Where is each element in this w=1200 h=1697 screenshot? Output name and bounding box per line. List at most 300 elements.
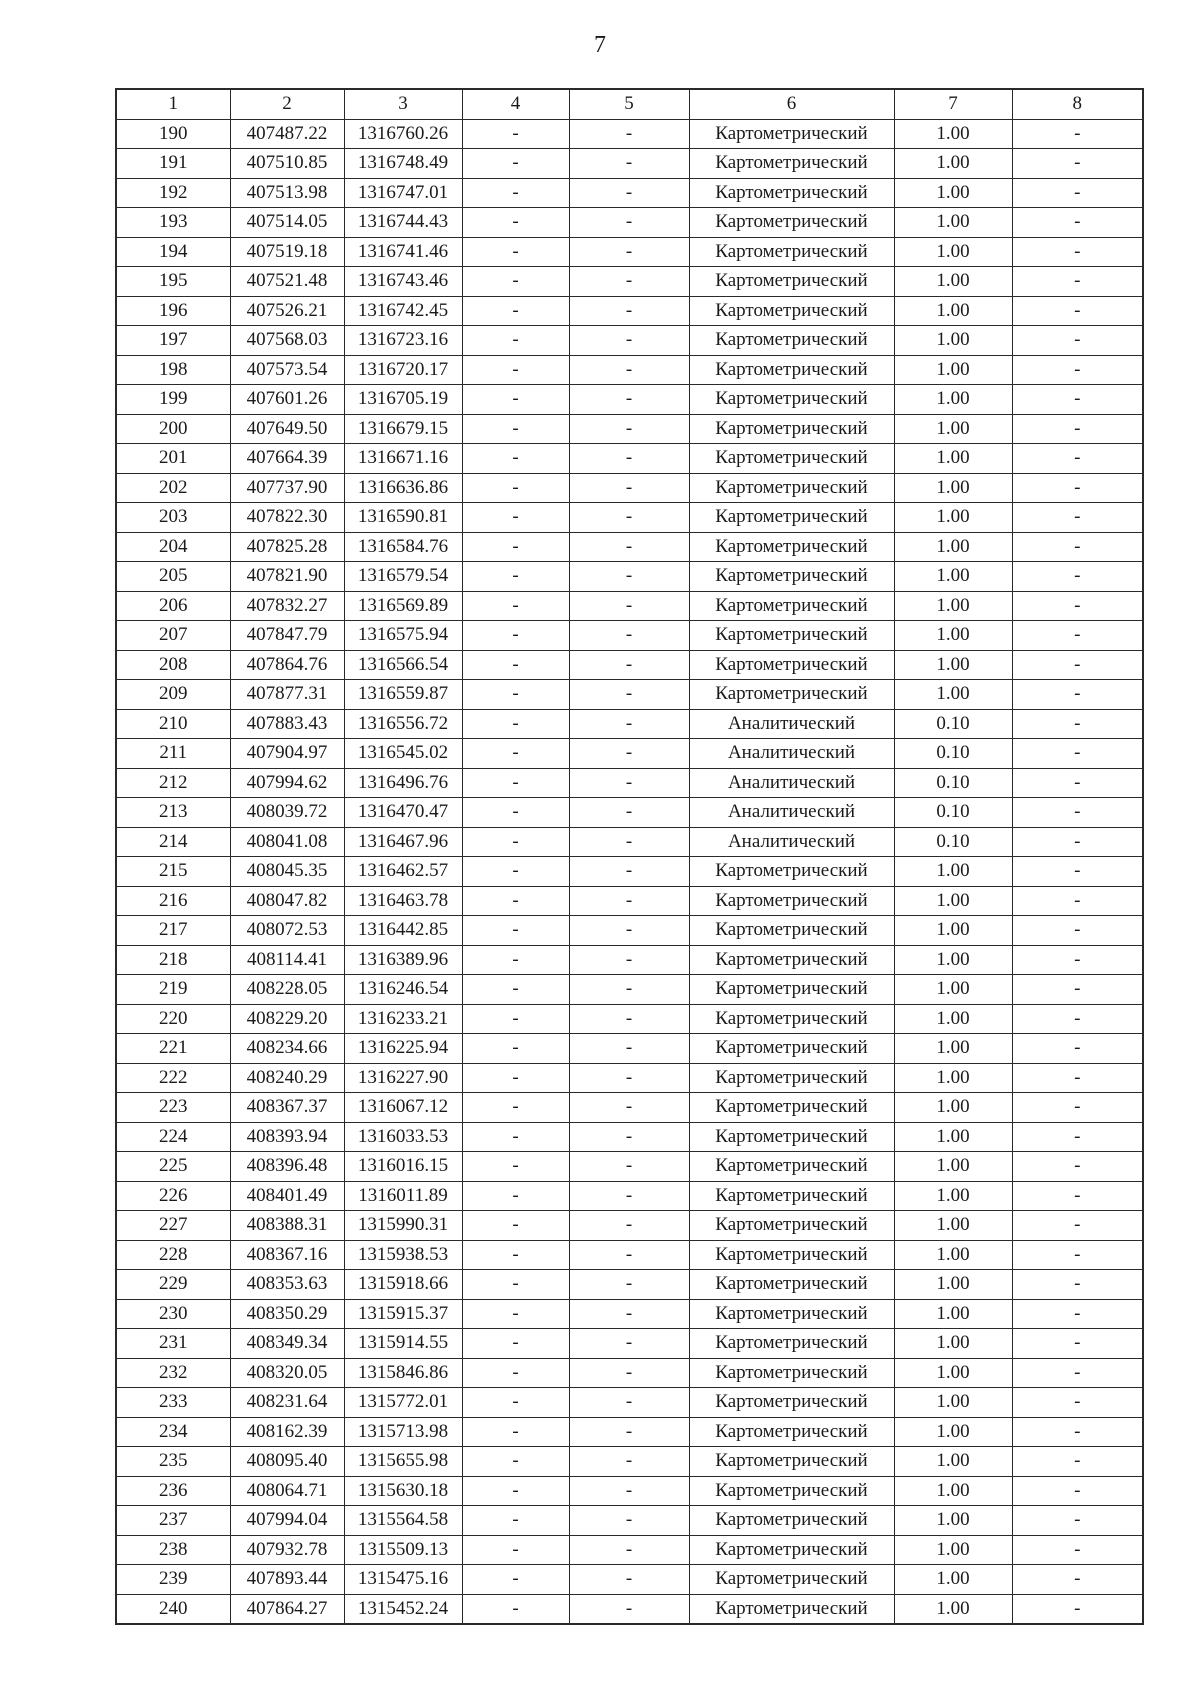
- cell-col-8: -: [1012, 916, 1143, 946]
- cell-accuracy: 1.00: [894, 1447, 1012, 1477]
- cell-col-5: -: [569, 1034, 689, 1064]
- cell-accuracy: 1.00: [894, 1063, 1012, 1093]
- cell-method: Картометрический: [689, 621, 894, 651]
- cell-accuracy: 1.00: [894, 178, 1012, 208]
- cell-col-4: -: [462, 326, 569, 356]
- table-row: [116, 473, 1143, 503]
- table-row: [116, 739, 1143, 769]
- cell-accuracy: 1.00: [894, 1004, 1012, 1034]
- cell-point-number: 240: [116, 1594, 230, 1624]
- table-row: [116, 414, 1143, 444]
- cell-coord-x: 408234.66: [230, 1034, 344, 1064]
- cell-point-number: 205: [116, 562, 230, 592]
- cell-method: Аналитический: [689, 709, 894, 739]
- cell-accuracy: 1.00: [894, 503, 1012, 533]
- cell-method: Картометрический: [689, 1565, 894, 1595]
- cell-point-number: 235: [116, 1447, 230, 1477]
- table-body: [116, 119, 1143, 1624]
- cell-point-number: 201: [116, 444, 230, 474]
- cell-method: Картометрический: [689, 503, 894, 533]
- cell-accuracy: 1.00: [894, 680, 1012, 710]
- cell-method: Картометрический: [689, 916, 894, 946]
- cell-col-5: -: [569, 709, 689, 739]
- cell-col-4: -: [462, 1535, 569, 1565]
- cell-col-8: -: [1012, 798, 1143, 828]
- cell-accuracy: 1.00: [894, 1152, 1012, 1182]
- cell-col-8: -: [1012, 473, 1143, 503]
- cell-method: Картометрический: [689, 1594, 894, 1624]
- cell-col-4: -: [462, 621, 569, 651]
- cell-col-4: -: [462, 591, 569, 621]
- cell-coord-x: 407847.79: [230, 621, 344, 651]
- cell-col-8: -: [1012, 621, 1143, 651]
- cell-coord-y: 1316442.85: [344, 916, 462, 946]
- cell-col-5: -: [569, 1329, 689, 1359]
- table-row: [116, 444, 1143, 474]
- cell-col-8: -: [1012, 119, 1143, 149]
- cell-method: Картометрический: [689, 680, 894, 710]
- table-row: [116, 621, 1143, 651]
- cell-col-8: -: [1012, 1270, 1143, 1300]
- cell-col-4: -: [462, 680, 569, 710]
- cell-accuracy: 1.00: [894, 857, 1012, 887]
- cell-point-number: 207: [116, 621, 230, 651]
- cell-coord-x: 407487.22: [230, 119, 344, 149]
- cell-accuracy: 1.00: [894, 1270, 1012, 1300]
- header-cell: 1: [116, 89, 230, 119]
- cell-col-4: -: [462, 444, 569, 474]
- cell-coord-x: 407649.50: [230, 414, 344, 444]
- table-row: [116, 326, 1143, 356]
- cell-point-number: 199: [116, 385, 230, 415]
- cell-coord-x: 408240.29: [230, 1063, 344, 1093]
- cell-method: Картометрический: [689, 1093, 894, 1123]
- cell-point-number: 227: [116, 1211, 230, 1241]
- cell-col-8: -: [1012, 1535, 1143, 1565]
- cell-coord-y: 1316545.02: [344, 739, 462, 769]
- cell-method: Картометрический: [689, 237, 894, 267]
- cell-col-4: -: [462, 709, 569, 739]
- table-row: [116, 975, 1143, 1005]
- cell-method: Картометрический: [689, 444, 894, 474]
- cell-coord-y: 1316556.72: [344, 709, 462, 739]
- cell-col-5: -: [569, 1093, 689, 1123]
- cell-col-4: -: [462, 119, 569, 149]
- cell-col-4: -: [462, 827, 569, 857]
- cell-accuracy: 1.00: [894, 326, 1012, 356]
- cell-col-8: -: [1012, 650, 1143, 680]
- cell-accuracy: 1.00: [894, 1122, 1012, 1152]
- cell-point-number: 228: [116, 1240, 230, 1270]
- cell-coord-y: 1316742.45: [344, 296, 462, 326]
- header-cell: 8: [1012, 89, 1143, 119]
- cell-col-8: -: [1012, 1417, 1143, 1447]
- cell-point-number: 196: [116, 296, 230, 326]
- cell-coord-y: 1316741.46: [344, 237, 462, 267]
- table-row: [116, 827, 1143, 857]
- table-row: [116, 680, 1143, 710]
- cell-coord-y: 1316636.86: [344, 473, 462, 503]
- cell-point-number: 224: [116, 1122, 230, 1152]
- cell-point-number: 198: [116, 355, 230, 385]
- cell-coord-x: 408041.08: [230, 827, 344, 857]
- cell-point-number: 195: [116, 267, 230, 297]
- cell-col-8: -: [1012, 237, 1143, 267]
- cell-col-8: -: [1012, 1211, 1143, 1241]
- cell-coord-x: 407893.44: [230, 1565, 344, 1595]
- cell-col-5: -: [569, 857, 689, 887]
- cell-col-5: -: [569, 1240, 689, 1270]
- cell-method: Картометрический: [689, 267, 894, 297]
- cell-col-8: -: [1012, 1388, 1143, 1418]
- table-row: [116, 296, 1143, 326]
- cell-accuracy: 1.00: [894, 621, 1012, 651]
- cell-col-5: -: [569, 1535, 689, 1565]
- cell-point-number: 193: [116, 208, 230, 238]
- cell-accuracy: 0.10: [894, 709, 1012, 739]
- cell-coord-x: 408039.72: [230, 798, 344, 828]
- cell-coord-x: 407822.30: [230, 503, 344, 533]
- table-row: [116, 1358, 1143, 1388]
- header-cell: 5: [569, 89, 689, 119]
- cell-point-number: 232: [116, 1358, 230, 1388]
- cell-coord-x: 408367.37: [230, 1093, 344, 1123]
- cell-coord-y: 1316463.78: [344, 886, 462, 916]
- table-row: [116, 149, 1143, 179]
- cell-coord-x: 407994.62: [230, 768, 344, 798]
- cell-accuracy: 1.00: [894, 650, 1012, 680]
- cell-point-number: 203: [116, 503, 230, 533]
- table-row: [116, 1270, 1143, 1300]
- table-row: [116, 1152, 1143, 1182]
- cell-coord-y: 1316462.57: [344, 857, 462, 887]
- cell-coord-y: 1315990.31: [344, 1211, 462, 1241]
- cell-col-8: -: [1012, 768, 1143, 798]
- cell-coord-y: 1315938.53: [344, 1240, 462, 1270]
- table-row: [116, 562, 1143, 592]
- cell-method: Картометрический: [689, 296, 894, 326]
- cell-method: Картометрический: [689, 1506, 894, 1536]
- cell-coord-y: 1316760.26: [344, 119, 462, 149]
- header-cell: 7: [894, 89, 1012, 119]
- cell-point-number: 225: [116, 1152, 230, 1182]
- cell-col-5: -: [569, 1152, 689, 1182]
- table-row: [116, 1211, 1143, 1241]
- cell-col-8: -: [1012, 503, 1143, 533]
- cell-method: Картометрический: [689, 326, 894, 356]
- cell-coord-x: 407877.31: [230, 680, 344, 710]
- table-row: [116, 1063, 1143, 1093]
- table-row: [116, 709, 1143, 739]
- cell-col-4: -: [462, 798, 569, 828]
- cell-col-4: -: [462, 1063, 569, 1093]
- cell-method: Картометрический: [689, 1476, 894, 1506]
- table-row: [116, 857, 1143, 887]
- cell-col-4: -: [462, 532, 569, 562]
- table-row: [116, 503, 1143, 533]
- table-row: [116, 267, 1143, 297]
- table-row: [116, 1122, 1143, 1152]
- cell-col-5: -: [569, 1565, 689, 1595]
- cell-coord-y: 1316227.90: [344, 1063, 462, 1093]
- cell-coord-x: 407521.48: [230, 267, 344, 297]
- cell-coord-y: 1316584.76: [344, 532, 462, 562]
- cell-coord-x: 408095.40: [230, 1447, 344, 1477]
- cell-col-4: -: [462, 1388, 569, 1418]
- cell-col-8: -: [1012, 1299, 1143, 1329]
- cell-col-8: -: [1012, 326, 1143, 356]
- cell-method: Картометрический: [689, 1211, 894, 1241]
- cell-coord-x: 408353.63: [230, 1270, 344, 1300]
- cell-point-number: 200: [116, 414, 230, 444]
- cell-coord-y: 1316720.17: [344, 355, 462, 385]
- cell-coord-x: 407573.54: [230, 355, 344, 385]
- table-row: [116, 1181, 1143, 1211]
- cell-coord-x: 408064.71: [230, 1476, 344, 1506]
- cell-point-number: 218: [116, 945, 230, 975]
- cell-col-5: -: [569, 326, 689, 356]
- table-row: [116, 1299, 1143, 1329]
- cell-accuracy: 1.00: [894, 1181, 1012, 1211]
- coordinates-table: [115, 88, 1144, 1625]
- cell-accuracy: 1.00: [894, 975, 1012, 1005]
- cell-col-8: -: [1012, 1447, 1143, 1477]
- cell-col-8: -: [1012, 975, 1143, 1005]
- cell-col-4: -: [462, 178, 569, 208]
- cell-col-8: -: [1012, 591, 1143, 621]
- cell-method: Картометрический: [689, 1122, 894, 1152]
- cell-point-number: 194: [116, 237, 230, 267]
- cell-method: Аналитический: [689, 768, 894, 798]
- cell-coord-y: 1315914.55: [344, 1329, 462, 1359]
- cell-coord-y: 1315630.18: [344, 1476, 462, 1506]
- cell-col-4: -: [462, 1211, 569, 1241]
- cell-coord-y: 1316225.94: [344, 1034, 462, 1064]
- cell-coord-x: 407737.90: [230, 473, 344, 503]
- cell-col-8: -: [1012, 857, 1143, 887]
- cell-method: Картометрический: [689, 562, 894, 592]
- cell-col-5: -: [569, 1476, 689, 1506]
- cell-col-5: -: [569, 444, 689, 474]
- cell-col-4: -: [462, 768, 569, 798]
- table-row: [116, 1093, 1143, 1123]
- cell-coord-y: 1316705.19: [344, 385, 462, 415]
- cell-method: Картометрический: [689, 414, 894, 444]
- cell-accuracy: 1.00: [894, 1358, 1012, 1388]
- cell-col-5: -: [569, 1506, 689, 1536]
- table-row: [116, 119, 1143, 149]
- cell-col-4: -: [462, 739, 569, 769]
- cell-point-number: 230: [116, 1299, 230, 1329]
- cell-col-4: -: [462, 1270, 569, 1300]
- cell-coord-x: 408114.41: [230, 945, 344, 975]
- cell-coord-y: 1315915.37: [344, 1299, 462, 1329]
- cell-col-5: -: [569, 680, 689, 710]
- cell-coord-x: 407601.26: [230, 385, 344, 415]
- cell-coord-x: 408047.82: [230, 886, 344, 916]
- cell-accuracy: 1.00: [894, 562, 1012, 592]
- cell-method: Картометрический: [689, 1063, 894, 1093]
- cell-accuracy: 0.10: [894, 827, 1012, 857]
- cell-point-number: 192: [116, 178, 230, 208]
- cell-col-4: -: [462, 1417, 569, 1447]
- cell-method: Аналитический: [689, 739, 894, 769]
- cell-point-number: 212: [116, 768, 230, 798]
- cell-coord-y: 1316747.01: [344, 178, 462, 208]
- cell-accuracy: 1.00: [894, 208, 1012, 238]
- cell-method: Картометрический: [689, 945, 894, 975]
- page-number: 7: [594, 32, 606, 58]
- cell-accuracy: 1.00: [894, 119, 1012, 149]
- cell-point-number: 197: [116, 326, 230, 356]
- table-row: [116, 945, 1143, 975]
- table-row: [116, 1594, 1143, 1624]
- cell-accuracy: 1.00: [894, 1299, 1012, 1329]
- cell-coord-y: 1315475.16: [344, 1565, 462, 1595]
- cell-col-4: -: [462, 562, 569, 592]
- cell-col-4: -: [462, 1476, 569, 1506]
- cell-col-5: -: [569, 945, 689, 975]
- cell-point-number: 229: [116, 1270, 230, 1300]
- cell-accuracy: 1.00: [894, 1329, 1012, 1359]
- cell-col-4: -: [462, 1358, 569, 1388]
- cell-col-8: -: [1012, 1034, 1143, 1064]
- cell-coord-y: 1316590.81: [344, 503, 462, 533]
- cell-accuracy: 1.00: [894, 1034, 1012, 1064]
- cell-accuracy: 1.00: [894, 945, 1012, 975]
- cell-method: Картометрический: [689, 208, 894, 238]
- cell-coord-x: 407821.90: [230, 562, 344, 592]
- cell-col-5: -: [569, 149, 689, 179]
- table-row: [116, 1034, 1143, 1064]
- cell-coord-x: 408320.05: [230, 1358, 344, 1388]
- cell-col-5: -: [569, 503, 689, 533]
- cell-col-8: -: [1012, 1565, 1143, 1595]
- cell-col-4: -: [462, 414, 569, 444]
- cell-method: Картометрический: [689, 119, 894, 149]
- cell-coord-y: 1316575.94: [344, 621, 462, 651]
- table-row: [116, 355, 1143, 385]
- cell-method: Картометрический: [689, 355, 894, 385]
- cell-coord-x: 407526.21: [230, 296, 344, 326]
- cell-coord-x: 408072.53: [230, 916, 344, 946]
- cell-accuracy: 0.10: [894, 798, 1012, 828]
- cell-coord-x: 408231.64: [230, 1388, 344, 1418]
- cell-method: Картометрический: [689, 473, 894, 503]
- table-row: [116, 208, 1143, 238]
- cell-coord-x: 407519.18: [230, 237, 344, 267]
- cell-coord-y: 1316579.54: [344, 562, 462, 592]
- cell-point-number: 237: [116, 1506, 230, 1536]
- cell-col-8: -: [1012, 1329, 1143, 1359]
- cell-col-4: -: [462, 1004, 569, 1034]
- cell-method: Картометрический: [689, 1388, 894, 1418]
- cell-col-8: -: [1012, 1004, 1143, 1034]
- cell-point-number: 226: [116, 1181, 230, 1211]
- cell-point-number: 209: [116, 680, 230, 710]
- cell-col-4: -: [462, 1506, 569, 1536]
- cell-coord-y: 1315509.13: [344, 1535, 462, 1565]
- cell-col-5: -: [569, 739, 689, 769]
- cell-col-4: -: [462, 1240, 569, 1270]
- cell-point-number: 238: [116, 1535, 230, 1565]
- cell-method: Картометрический: [689, 1358, 894, 1388]
- cell-coord-y: 1315918.66: [344, 1270, 462, 1300]
- cell-col-5: -: [569, 975, 689, 1005]
- cell-col-5: -: [569, 1063, 689, 1093]
- cell-method: Картометрический: [689, 1329, 894, 1359]
- cell-accuracy: 1.00: [894, 916, 1012, 946]
- cell-accuracy: 1.00: [894, 1594, 1012, 1624]
- header-row: [116, 89, 1143, 119]
- cell-coord-x: 407832.27: [230, 591, 344, 621]
- table-row: [116, 1329, 1143, 1359]
- cell-col-4: -: [462, 1034, 569, 1064]
- cell-col-5: -: [569, 591, 689, 621]
- cell-col-5: -: [569, 208, 689, 238]
- cell-coord-y: 1316467.96: [344, 827, 462, 857]
- cell-accuracy: 1.00: [894, 1476, 1012, 1506]
- cell-coord-y: 1316748.49: [344, 149, 462, 179]
- cell-accuracy: 1.00: [894, 444, 1012, 474]
- cell-coord-y: 1315772.01: [344, 1388, 462, 1418]
- cell-col-8: -: [1012, 444, 1143, 474]
- cell-method: Картометрический: [689, 1447, 894, 1477]
- cell-col-5: -: [569, 621, 689, 651]
- table-row: [116, 916, 1143, 946]
- cell-method: Картометрический: [689, 385, 894, 415]
- cell-col-8: -: [1012, 1122, 1143, 1152]
- cell-col-8: -: [1012, 178, 1143, 208]
- cell-col-4: -: [462, 473, 569, 503]
- header-cell: 2: [230, 89, 344, 119]
- cell-point-number: 213: [116, 798, 230, 828]
- cell-col-8: -: [1012, 1358, 1143, 1388]
- cell-coord-x: 407514.05: [230, 208, 344, 238]
- cell-col-8: -: [1012, 355, 1143, 385]
- cell-accuracy: 0.10: [894, 739, 1012, 769]
- cell-col-5: -: [569, 1299, 689, 1329]
- cell-accuracy: 1.00: [894, 532, 1012, 562]
- cell-col-4: -: [462, 650, 569, 680]
- cell-point-number: 231: [116, 1329, 230, 1359]
- cell-coord-x: 407510.85: [230, 149, 344, 179]
- cell-method: Картометрический: [689, 591, 894, 621]
- cell-coord-y: 1316744.43: [344, 208, 462, 238]
- cell-col-8: -: [1012, 1063, 1143, 1093]
- cell-method: Картометрический: [689, 650, 894, 680]
- table-row: [116, 1417, 1143, 1447]
- cell-point-number: 211: [116, 739, 230, 769]
- cell-coord-x: 407932.78: [230, 1535, 344, 1565]
- cell-coord-x: 408396.48: [230, 1152, 344, 1182]
- cell-coord-y: 1315452.24: [344, 1594, 462, 1624]
- cell-coord-x: 408401.49: [230, 1181, 344, 1211]
- cell-col-5: -: [569, 886, 689, 916]
- cell-accuracy: 0.10: [894, 768, 1012, 798]
- cell-point-number: 239: [116, 1565, 230, 1595]
- cell-method: Картометрический: [689, 1535, 894, 1565]
- cell-point-number: 220: [116, 1004, 230, 1034]
- cell-coord-y: 1315713.98: [344, 1417, 462, 1447]
- cell-coord-y: 1316743.46: [344, 267, 462, 297]
- cell-coord-x: 407513.98: [230, 178, 344, 208]
- cell-coord-x: 408229.20: [230, 1004, 344, 1034]
- cell-method: Картометрический: [689, 975, 894, 1005]
- header-cell: 3: [344, 89, 462, 119]
- cell-col-4: -: [462, 503, 569, 533]
- cell-col-4: -: [462, 149, 569, 179]
